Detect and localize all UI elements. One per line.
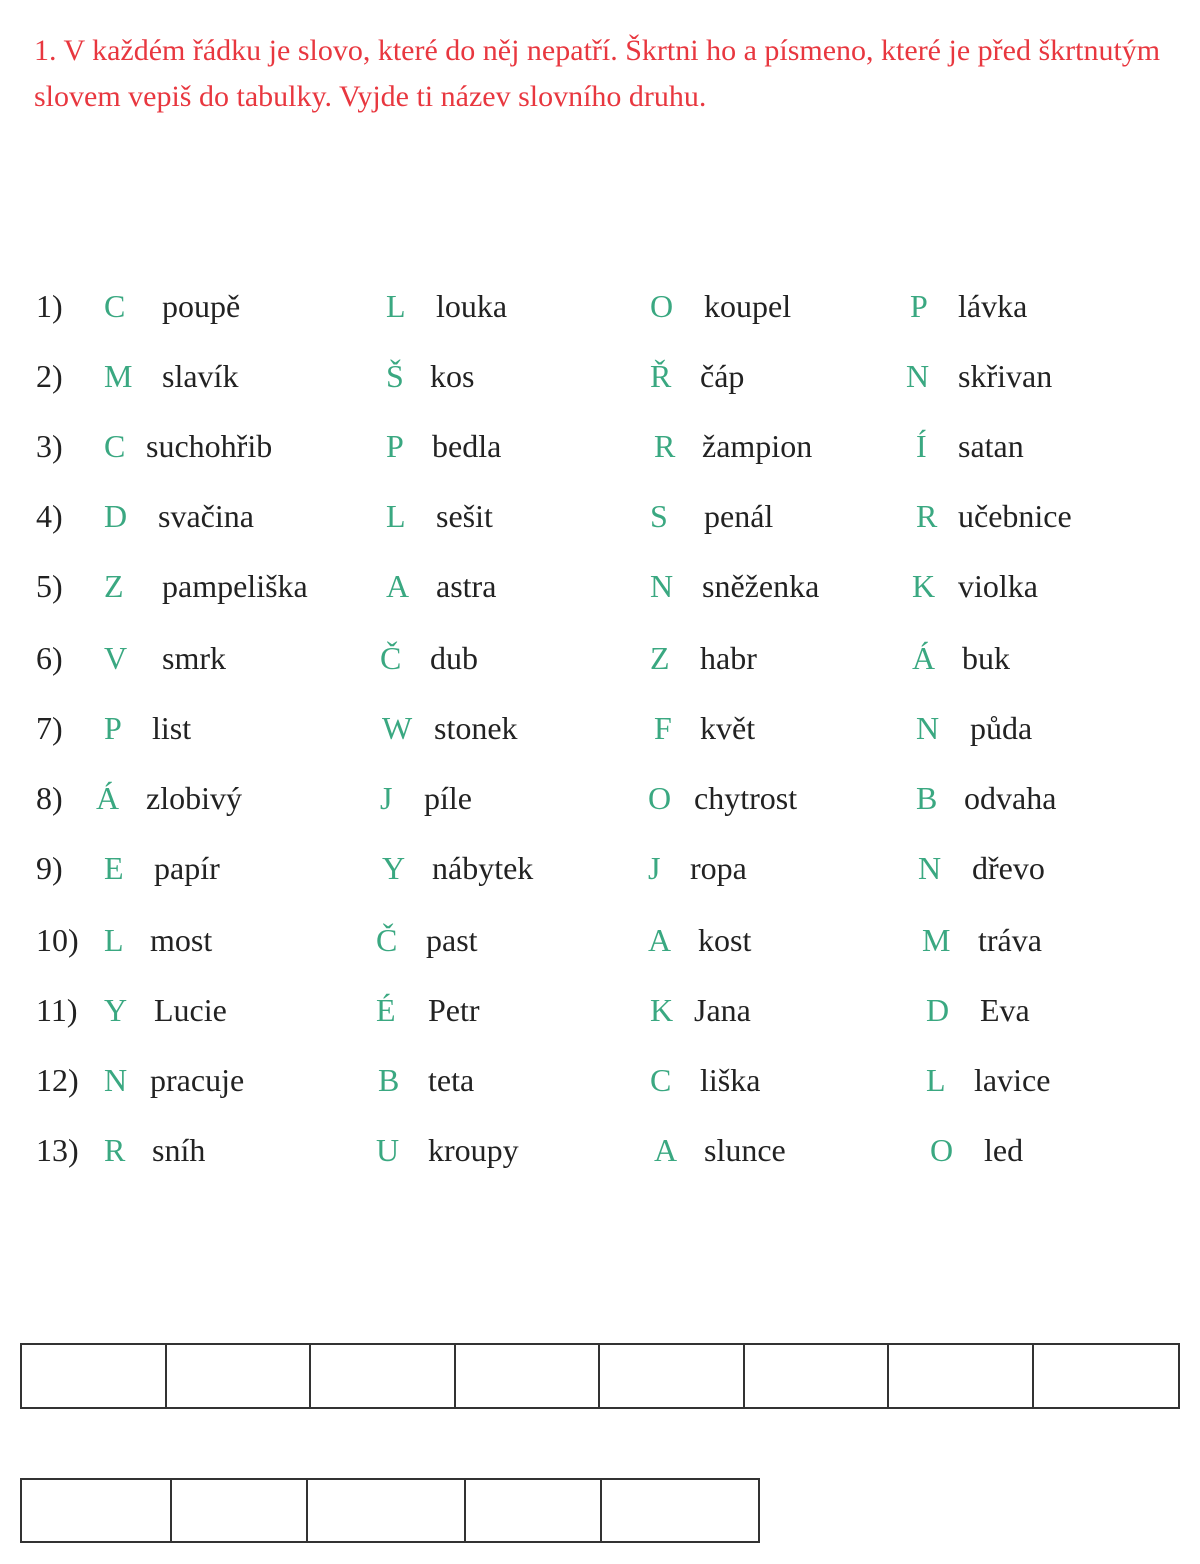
item-letter: A [386, 568, 410, 604]
item-word[interactable]: žampion [702, 428, 813, 464]
exercise-row [0, 564, 1200, 608]
item-letter: L [104, 922, 124, 958]
item-letter: Z [650, 640, 670, 676]
answer-cell[interactable] [22, 1345, 167, 1407]
item-letter: K [650, 992, 674, 1028]
item-word[interactable]: most [150, 922, 213, 958]
item-word[interactable]: sníh [152, 1132, 206, 1168]
item-letter: N [650, 568, 674, 604]
item-word[interactable]: učebnice [958, 498, 1072, 534]
item-word[interactable]: skřivan [958, 358, 1053, 394]
answer-cell[interactable] [172, 1480, 308, 1541]
row-number: 9) [36, 850, 63, 886]
answer-grid-bottom [20, 1478, 760, 1543]
item-word[interactable]: list [152, 710, 192, 746]
item-word[interactable]: teta [428, 1062, 475, 1098]
exercise-row [0, 776, 1200, 820]
item-word[interactable]: suchohřib [146, 428, 273, 464]
item-word[interactable]: nábytek [432, 850, 534, 886]
answer-cell[interactable] [1034, 1345, 1179, 1407]
exercise-row [0, 494, 1200, 538]
item-word[interactable]: led [984, 1132, 1024, 1168]
item-letter: R [654, 428, 676, 464]
instruction-text: 1. V každém řádku je slovo, které do něj nepatří. Škrtni ho a písmeno, které je před škrtnutým slovem vepiš do tabulky. Vyjde ti název slovního druhu. [34, 34, 1161, 113]
item-word[interactable]: ropa [690, 850, 747, 886]
item-letter: B [916, 780, 938, 816]
row-number: 13) [36, 1132, 79, 1168]
item-word[interactable]: poupě [162, 288, 241, 324]
item-word[interactable]: Jana [694, 992, 751, 1028]
row-number: 12) [36, 1062, 79, 1098]
answer-cell[interactable] [456, 1345, 601, 1407]
item-word[interactable]: kroupy [428, 1132, 519, 1168]
item-word[interactable]: past [426, 922, 478, 958]
item-word[interactable]: tráva [978, 922, 1042, 958]
item-letter: Z [104, 568, 124, 604]
item-letter: D [926, 992, 950, 1028]
item-letter: N [918, 850, 942, 886]
item-word[interactable]: svačina [158, 498, 254, 534]
item-letter: Í [916, 428, 927, 464]
item-word[interactable]: Eva [980, 992, 1030, 1028]
row-number: 5) [36, 568, 63, 604]
item-word[interactable]: dub [430, 640, 478, 676]
item-word[interactable]: astra [436, 568, 497, 604]
item-letter: D [104, 498, 128, 534]
item-word[interactable]: pracuje [150, 1062, 245, 1098]
item-letter: S [650, 498, 668, 534]
answer-cell[interactable] [311, 1345, 456, 1407]
item-letter: A [648, 922, 672, 958]
item-word[interactable]: satan [958, 428, 1024, 464]
exercise-row [0, 354, 1200, 398]
item-letter: P [104, 710, 122, 746]
item-letter: C [650, 1062, 672, 1098]
item-word[interactable]: sněženka [702, 568, 820, 604]
answer-cell[interactable] [22, 1480, 172, 1541]
row-number: 2) [36, 358, 63, 394]
item-letter: P [910, 288, 928, 324]
answer-cell[interactable] [466, 1480, 602, 1541]
item-letter: Ř [650, 358, 672, 394]
exercise-row [0, 636, 1200, 680]
item-letter: Y [104, 992, 128, 1028]
item-letter: L [926, 1062, 946, 1098]
item-word[interactable]: koupel [704, 288, 792, 324]
item-word[interactable]: kos [430, 358, 475, 394]
answer-cell[interactable] [745, 1345, 890, 1407]
item-letter: N [104, 1062, 128, 1098]
item-word[interactable]: pampeliška [162, 568, 308, 604]
exercise-row [0, 424, 1200, 468]
answer-cell[interactable] [308, 1480, 466, 1541]
item-word[interactable]: odvaha [964, 780, 1057, 816]
item-word[interactable]: lavice [974, 1062, 1051, 1098]
item-word[interactable]: Lucie [154, 992, 227, 1028]
row-number: 11) [36, 992, 78, 1028]
item-letter: E [104, 850, 124, 886]
item-word[interactable]: violka [958, 568, 1038, 604]
item-word[interactable]: louka [436, 288, 508, 324]
row-number: 1) [36, 288, 63, 324]
item-letter: M [922, 922, 951, 958]
row-number: 8) [36, 780, 63, 816]
item-letter: L [386, 288, 406, 324]
item-letter: Č [376, 922, 398, 958]
item-word[interactable]: slunce [704, 1132, 786, 1168]
item-word[interactable]: smrk [162, 640, 226, 676]
item-word[interactable]: květ [700, 710, 756, 746]
exercise-row [0, 846, 1200, 890]
item-letter: R [916, 498, 938, 534]
exercise-row [0, 988, 1200, 1032]
row-number: 10) [36, 922, 79, 958]
answer-cell[interactable] [602, 1480, 758, 1541]
item-letter: V [104, 640, 128, 676]
answer-cell[interactable] [167, 1345, 312, 1407]
item-letter: J [380, 780, 393, 816]
exercise-row [0, 706, 1200, 750]
item-letter: A [654, 1132, 678, 1168]
item-letter: F [654, 710, 672, 746]
item-word[interactable]: sešit [436, 498, 493, 534]
item-letter: Y [382, 850, 406, 886]
item-letter: Á [912, 640, 936, 676]
exercise-row [0, 1058, 1200, 1102]
item-word[interactable]: habr [700, 640, 757, 676]
item-letter: K [912, 568, 936, 604]
item-letter: L [386, 498, 406, 534]
exercise-row [0, 918, 1200, 962]
item-letter: M [104, 358, 133, 394]
item-word[interactable]: penál [704, 498, 774, 534]
item-letter: Č [380, 640, 402, 676]
item-letter: R [104, 1132, 126, 1168]
row-number: 4) [36, 498, 63, 534]
answer-cell[interactable] [889, 1345, 1034, 1407]
item-word[interactable]: chytrost [694, 780, 798, 816]
item-letter: O [650, 288, 674, 324]
answer-cell[interactable] [600, 1345, 745, 1407]
exercise-row [0, 1128, 1200, 1172]
item-letter: O [648, 780, 672, 816]
item-letter: B [378, 1062, 400, 1098]
row-number: 6) [36, 640, 63, 676]
item-word[interactable]: buk [962, 640, 1010, 676]
item-word[interactable]: lávka [958, 288, 1028, 324]
item-word[interactable]: liška [700, 1062, 761, 1098]
row-number: 3) [36, 428, 63, 464]
item-word[interactable]: píle [424, 780, 472, 816]
item-word[interactable]: čáp [700, 358, 745, 394]
item-word[interactable]: kost [698, 922, 752, 958]
item-letter: C [104, 428, 126, 464]
item-letter: U [376, 1132, 400, 1168]
item-letter: W [382, 710, 413, 746]
item-letter: Á [96, 780, 120, 816]
exercise-row [0, 284, 1200, 328]
item-word[interactable]: bedla [432, 428, 502, 464]
item-letter: É [376, 992, 396, 1028]
item-letter: P [386, 428, 404, 464]
row-number: 7) [36, 710, 63, 746]
item-word[interactable]: stonek [434, 710, 518, 746]
item-word[interactable]: dřevo [972, 850, 1045, 886]
item-word[interactable]: půda [970, 710, 1033, 746]
item-word[interactable]: slavík [162, 358, 239, 394]
item-word[interactable]: papír [154, 850, 220, 886]
item-letter: C [104, 288, 126, 324]
item-letter: N [906, 358, 930, 394]
item-letter: O [930, 1132, 954, 1168]
item-letter: J [648, 850, 661, 886]
item-letter: Š [386, 358, 404, 394]
item-letter: N [916, 710, 940, 746]
item-word[interactable]: zlobivý [146, 780, 242, 816]
answer-grid-top [20, 1343, 1180, 1409]
item-word[interactable]: Petr [428, 992, 480, 1028]
